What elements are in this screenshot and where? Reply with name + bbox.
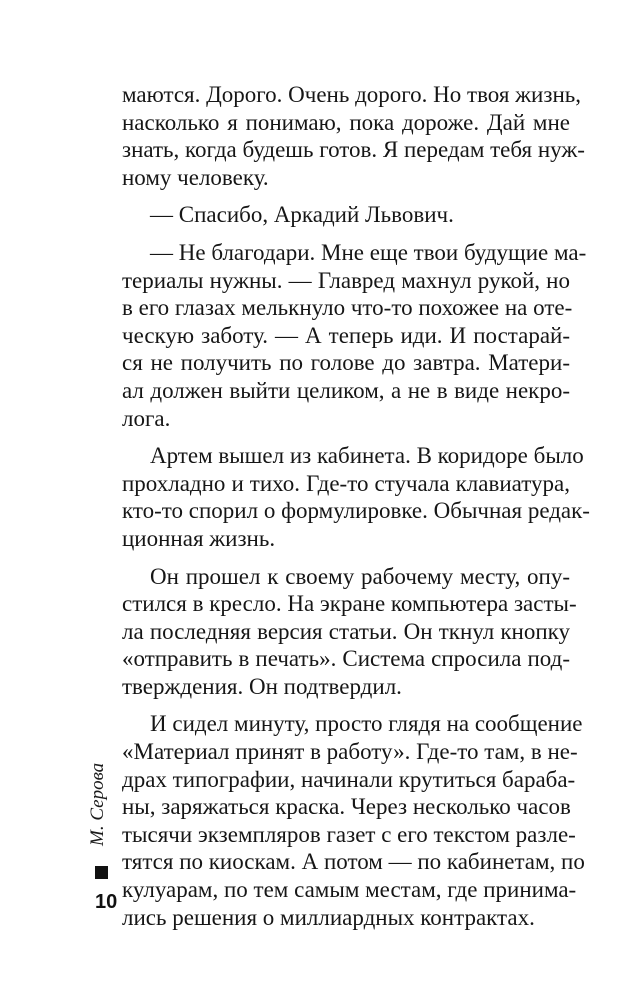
text-line: ал должен выйти целиком, а не в виде некро- xyxy=(122,377,570,403)
text-line: И сидел минуту, просто глядя на сообщение xyxy=(150,711,583,737)
text-line: лога. xyxy=(122,405,171,431)
section-square-mark xyxy=(95,866,108,879)
text-line: тятся по киоскам. А потом — по кабинетам, по xyxy=(122,849,585,875)
paragraph xyxy=(122,239,587,432)
paragraph xyxy=(122,201,570,229)
text-line: «Материал принят в работу». Где-то там, в не- xyxy=(122,739,578,765)
paragraph xyxy=(122,563,577,701)
text-line: Он прошел к своему рабочему месту, опу- xyxy=(150,563,570,589)
paragraph xyxy=(122,81,585,191)
text-line: стился в кресло. На экране компьютера засты- xyxy=(122,591,577,617)
text-line: кулуарам, по тем самым местам, где принима- xyxy=(122,877,577,903)
text-line: в его глазах мелькнуло что-то похожее на оте- xyxy=(122,295,573,321)
text-line: драх типографии, начинали крутиться бараба- xyxy=(122,766,576,792)
text-line: ческую заботу. — А теперь иди. И постарай- xyxy=(122,322,570,348)
text-line: прохладно и тихо. Где-то стучала клавиатура, xyxy=(122,470,570,496)
page-body-text xyxy=(122,81,590,931)
text-line: кто-то спорил о формулировке. Обычная редак- xyxy=(122,498,590,524)
text-line: тысячи экземпляров газет с его текстом разле- xyxy=(122,821,576,847)
text-line: знать, когда будешь готов. Я передам тебя нуж- xyxy=(122,137,585,163)
text-line: ному человеку. xyxy=(122,164,269,190)
text-line: териалы нужны. — Главред махнул рукой, но xyxy=(122,267,570,293)
running-head-author: М. Серова xyxy=(87,762,108,846)
running-head xyxy=(83,760,113,850)
text-line: — Не благодари. Мне еще твои будущие ма- xyxy=(150,239,587,265)
text-line: — Спасибо, Аркадий Львович. xyxy=(150,202,454,228)
text-line: Артем вышел из кабинета. В коридоре было xyxy=(150,443,584,469)
text-line: ны, заряжаться краска. Через несколько часов xyxy=(122,794,571,820)
text-line: ла последняя версия статьи. Он ткнул кнопку xyxy=(122,618,570,644)
text-line: «отправить в печать». Система спросила под- xyxy=(122,646,570,672)
text-line: лись решения о миллиардных контрактах. xyxy=(122,904,535,930)
page-number: 10 xyxy=(95,891,118,913)
paragraph xyxy=(122,710,585,931)
text-line: тверждения. Он подтвердил. xyxy=(122,673,402,699)
text-line: маются. Дорого. Очень дорого. Но твоя жизнь, xyxy=(122,82,581,107)
text-line: ся не получить по голове до завтра. Матери- xyxy=(122,350,570,376)
text-line: насколько я понимаю, пока дороже. Дай мне xyxy=(122,109,570,135)
text-line: ционная жизнь. xyxy=(122,525,276,551)
paragraph xyxy=(122,442,590,552)
